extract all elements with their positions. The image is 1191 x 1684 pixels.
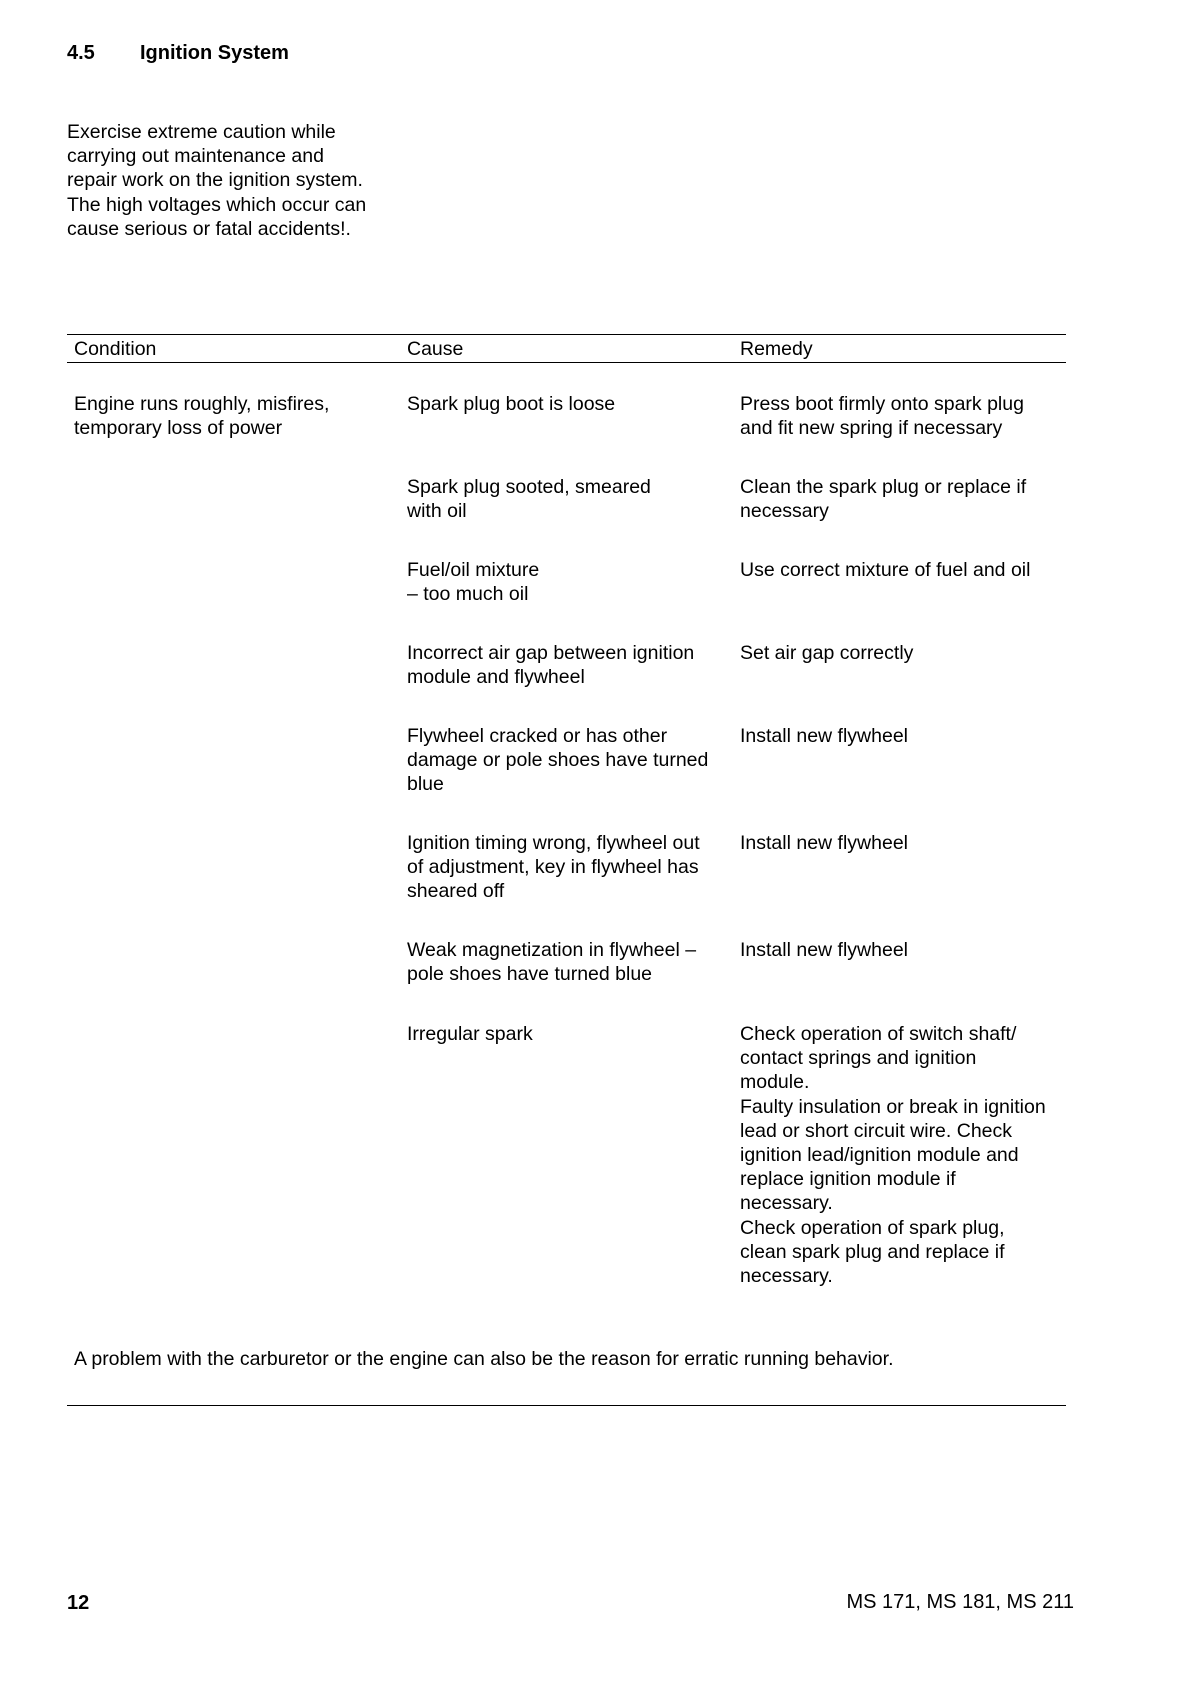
remedy-line: module.: [740, 1071, 810, 1094]
cause-line: Spark plug sooted, smeared: [407, 476, 651, 498]
remedy-line: replace ignition module if: [740, 1168, 956, 1191]
remedy-cell: [740, 724, 908, 748]
cause-line: Irregular spark: [407, 1023, 533, 1045]
cause-line: – too much oil: [407, 583, 529, 606]
remedy-line: Use correct mixture of fuel and oil: [740, 559, 1031, 581]
divider: [67, 1405, 1066, 1406]
table-header: [67, 334, 1066, 363]
remedy-line: Install new flywheel: [740, 832, 908, 854]
remedy-line: necessary.: [740, 1265, 833, 1288]
page-number: 12: [67, 1592, 90, 1614]
cause-line: Flywheel cracked or has other: [407, 725, 668, 747]
remedy-cell: [740, 392, 1024, 440]
condition-line: temporary loss of power: [74, 417, 283, 440]
warning-line: carrying out maintenance and: [67, 145, 324, 168]
cause-line: pole shoes have turned blue: [407, 963, 653, 986]
remedy-cell: [740, 938, 908, 962]
cause-line: of adjustment, key in flywheel has: [407, 856, 699, 879]
remedy-cell: [740, 1022, 1046, 1288]
remedy-line: Faulty insulation or break in ignition: [740, 1095, 1046, 1118]
section-number: 4.5: [67, 42, 95, 64]
model-list: MS 171, MS 181, MS 211: [846, 1591, 1074, 1613]
remedy-line: necessary: [740, 500, 829, 523]
condition-line: Engine runs roughly, misfires,: [74, 393, 330, 415]
remedy-line: contact springs and ignition: [740, 1047, 977, 1070]
remedy-line: Install new flywheel: [740, 725, 908, 747]
cause-line: Incorrect air gap between ignition: [407, 642, 695, 664]
remedy-cell: [740, 475, 1026, 523]
cause-cell: [407, 558, 539, 606]
safety-warning: [67, 120, 397, 241]
cause-cell: [407, 724, 708, 797]
cause-cell: [407, 392, 615, 416]
remedy-line: clean spark plug and replace if: [740, 1240, 1005, 1263]
condition-cell: [74, 392, 329, 440]
warning-line: cause serious or fatal accidents!.: [67, 217, 351, 240]
troubleshooting-table: [67, 334, 1066, 1288]
cause-cell: [407, 475, 651, 523]
header-cause: Cause: [407, 338, 464, 360]
header-remedy: Remedy: [740, 338, 813, 360]
remedy-line: Set air gap correctly: [740, 642, 914, 664]
remedy-line: Clean the spark plug or replace if: [740, 476, 1027, 498]
cause-line: with oil: [407, 500, 467, 523]
cause-line: Fuel/oil mixture: [407, 559, 540, 581]
remedy-line: ignition lead/ignition module and: [740, 1144, 1019, 1167]
cause-line: blue: [407, 773, 444, 796]
remedy-cell: [740, 558, 1030, 582]
remedy-cell: [740, 831, 908, 855]
warning-line: repair work on the ignition system.: [67, 169, 363, 192]
cause-cell: [407, 938, 696, 986]
header-condition: Condition: [74, 338, 157, 360]
remedy-line: lead or short circuit wire. Check: [740, 1119, 1013, 1142]
section-heading: [67, 42, 289, 65]
section-title: Ignition System: [140, 42, 289, 64]
remedy-line: Press boot firmly onto spark plug: [740, 393, 1024, 415]
cause-cell: [407, 1022, 533, 1046]
remedy-line: necessary.: [740, 1192, 833, 1215]
remedy-line: Install new flywheel: [740, 939, 908, 961]
remedy-line: and fit new spring if necessary: [740, 417, 1003, 440]
remedy-line: Check operation of switch shaft/: [740, 1023, 1017, 1045]
cause-cell: [407, 831, 700, 904]
cause-line: Ignition timing wrong, flywheel out: [407, 832, 700, 854]
cause-line: sheared off: [407, 880, 505, 903]
cause-line: Spark plug boot is loose: [407, 393, 616, 415]
warning-line: The high voltages which occur can: [67, 193, 367, 216]
cause-line: module and flywheel: [407, 666, 585, 689]
remedy-cell: [740, 641, 913, 665]
warning-line: Exercise extreme caution while: [67, 121, 336, 143]
cause-line: damage or pole shoes have turned: [407, 749, 709, 772]
cause-line: Weak magnetization in flywheel –: [407, 939, 697, 961]
remedy-line: Check operation of spark plug,: [740, 1216, 1005, 1239]
footnote: A problem with the carburetor or the engine can also be the reason for erratic running behavior.: [74, 1348, 894, 1370]
cause-cell: [407, 641, 694, 689]
